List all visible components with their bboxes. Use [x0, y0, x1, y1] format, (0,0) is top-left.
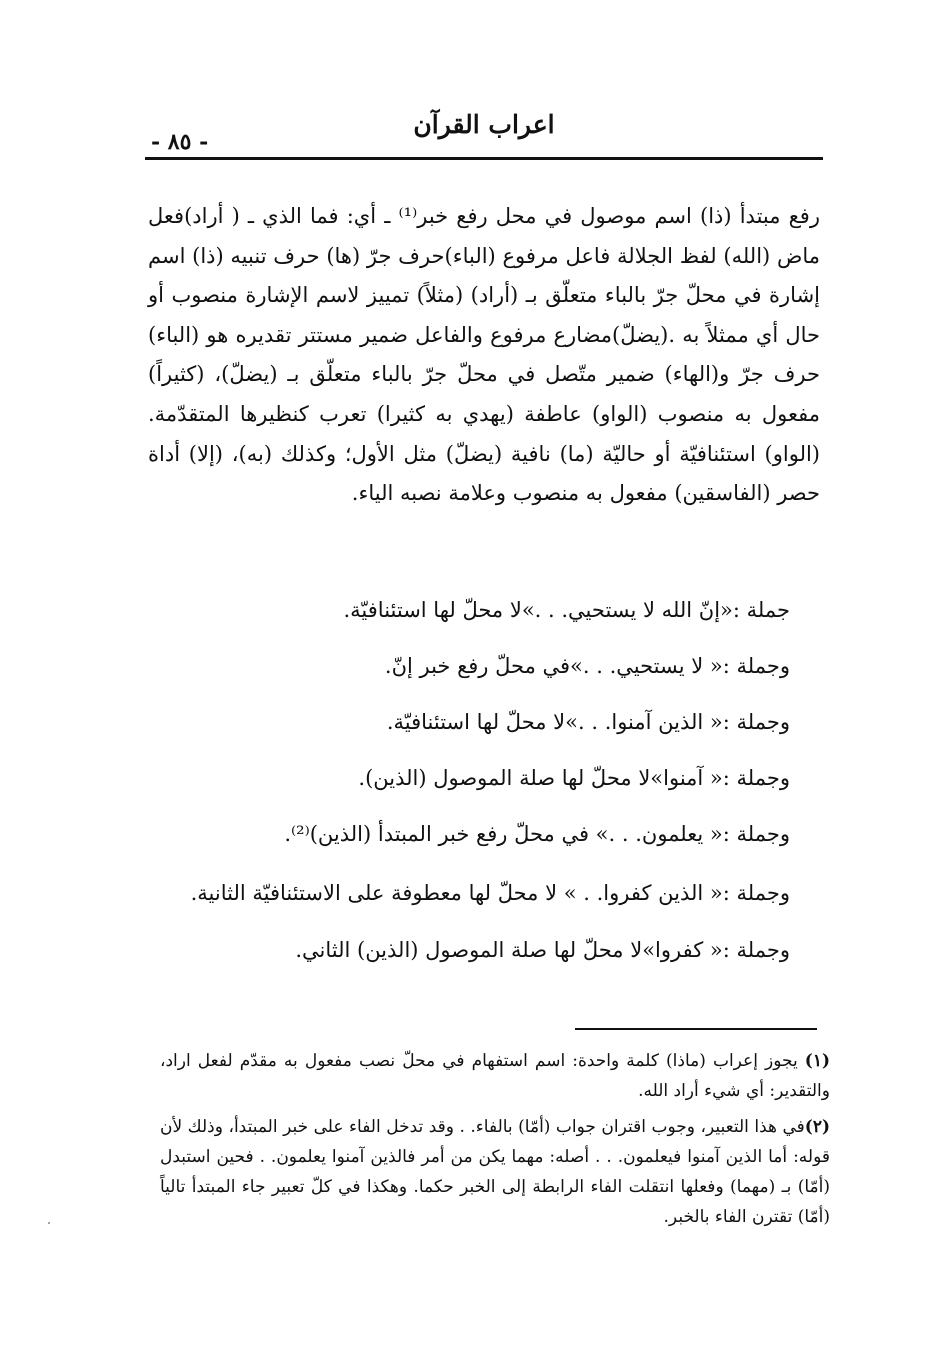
footnote-divider: [575, 1028, 817, 1030]
sentence-item: وجملة :« لا يستحيي. . .»في محلّ رفع خبر إنّ.: [384, 654, 790, 678]
header-divider: [145, 157, 823, 160]
footnote-text: في هذا التعبير، وجوب اقتران جواب (أمّا) بالفاء. . وقد تدخل الفاء على خبر المبتدأ، وذلك لأن قوله: أما الذين آمنوا فيعلمون. . . أصله: مهما يكن من أمر فالذين آمنوا يعلمون. . فحين استبدل (أمّا) بـ (مهما) وفعلها انتقلت الفاء الرابطة إلى الخبر حكما. وهكذا في كلّ تعبير جاء المبتدأ تالياً (أمّا) تقترن الفاء بالخبر.: [160, 1117, 830, 1227]
footnote-marker: (١): [804, 1051, 830, 1071]
footnotes-section: [160, 1046, 830, 1238]
book-title: اعراب القرآن: [413, 110, 555, 139]
sentence-item: وجملة :« الذين كفروا. . » لا محلّ لها معطوفة على الاستئنافيّة الثانية.: [190, 881, 790, 905]
sentence-item: وجملة :« يعلمون. . .» في محلّ رفع خبر المبتدأ (الذين)⁽²⁾.: [284, 822, 790, 846]
sentence-analysis-list: [148, 592, 820, 988]
footnote-2: [160, 1112, 830, 1232]
footnote-text: يجوز إعراب (ماذا) كلمة واحدة: اسم استفهام في محلّ نصب مفعول به مقدّم لفعل اراد، والتقدير: أي شيء أراد الله.: [160, 1051, 830, 1101]
sentence-item: وجملة :« الذين آمنوا. . .»لا محلّ لها استئنافيّة.: [386, 710, 790, 734]
page-number: - ٨٥ -: [151, 129, 209, 155]
scan-speck: [48, 1222, 50, 1224]
sentence-item: جملة :«إنّ الله لا يستحيي. . .»لا محلّ لها استئنافيّة.: [343, 598, 790, 622]
footnote-1: [160, 1046, 830, 1106]
page-header: [145, 108, 823, 160]
sentence-item: وجملة :« كفروا»لا محلّ لها صلة الموصول (الذين) الثاني.: [295, 938, 790, 962]
sentence-item: وجملة :« آمنوا»لا محلّ لها صلة الموصول (الذين).: [358, 766, 790, 790]
grammar-analysis-paragraph: رفع مبتدأ (ذا) اسم موصول في محل رفع خبر⁽¹⁾ ـ أي: فما الذي ـ ( أراد)فعل ماض (الله) لفظ الجلالة فاعل مرفوع (الباء)حرف جرّ (ها) حرف تنبيه (ذا) اسم إشارة في محلّ جرّ بالباء متعلّق بـ (أراد) (مثلاً) تمييز لاسم الإشارة منصوب أو حال أي ممثلاً به .(يضلّ)مضارع مرفوع والفاعل ضمير مستتر تقديره هو (الباء) حرف جرّ و(الهاء) ضمير متّصل في محلّ جرّ بالباء متعلّق بـ (يضلّ)، (كثيراً) مفعول به منصوب (الواو) عاطفة (يهدي به كثيرا) تعرب كنظيرها المتقدّمة. (الواو) استئنافيّة أو حاليّة (ما) نافية (يضلّ) مثل الأول؛ وكذلك (به)، (إلا) أداة حصر (الفاسقين) مفعول به منصوب وعلامة نصبه الياء.: [148, 204, 820, 506]
footnote-marker: (٢): [804, 1117, 830, 1137]
